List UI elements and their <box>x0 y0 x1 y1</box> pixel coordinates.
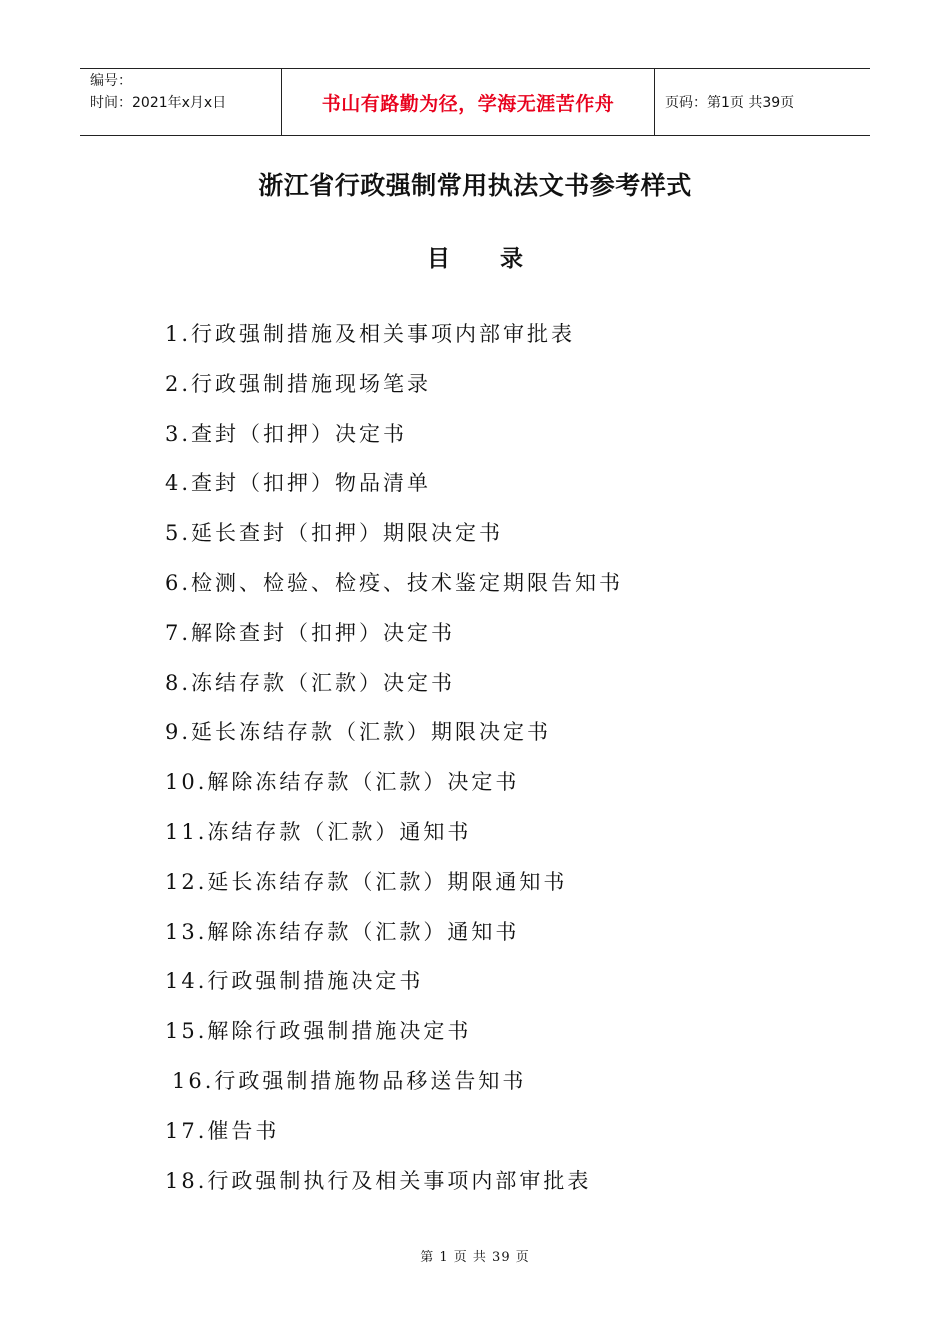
toc-item[interactable]: 13.解除冻结存款（汇款）通知书 <box>165 919 520 944</box>
page-header <box>80 68 870 136</box>
toc-item[interactable]: 7.解除查封（扣押）决定书 <box>165 620 456 645</box>
page-footer: 第 1 页 共 39 页 <box>420 1250 530 1265</box>
toc-item[interactable]: 10.解除冻结存款（汇款）决定书 <box>165 770 520 795</box>
table-of-contents <box>165 312 623 1208</box>
toc-heading <box>0 240 950 273</box>
document-title: 浙江省行政强制常用执法文书参考样式 <box>258 171 692 200</box>
header-page-cell <box>655 69 870 135</box>
toc-item[interactable]: 18.行政强制执行及相关事项内部审批表 <box>165 1168 592 1193</box>
toc-item[interactable]: 9.延长冻结存款（汇款）期限决定书 <box>165 720 552 745</box>
toc-item[interactable]: 16.行政强制措施物品移送告知书 <box>172 1068 527 1093</box>
toc-item[interactable]: 4.查封（扣押）物品清单 <box>165 471 432 496</box>
toc-item[interactable]: 12.延长冻结存款（汇款）期限通知书 <box>165 869 568 894</box>
number-label: 编号： <box>90 73 132 89</box>
toc-heading-char-1: 目 <box>427 246 450 272</box>
header-meta-cell <box>80 69 282 135</box>
toc-heading-char-2: 录 <box>500 246 523 272</box>
toc-item[interactable]: 14.行政强制措施决定书 <box>165 969 424 994</box>
motto-text: 书山有路勤为径，学海无涯苦作舟 <box>321 92 615 115</box>
header-motto-cell <box>282 69 655 135</box>
toc-item[interactable]: 1.行政强制措施及相关事项内部审批表 <box>165 322 576 346</box>
toc-item[interactable]: 6.检测、检验、检疫、技术鉴定期限告知书 <box>165 570 624 595</box>
toc-item[interactable]: 5.延长查封（扣押）期限决定书 <box>165 521 504 546</box>
toc-item[interactable]: 8.冻结存款（汇款）决定书 <box>165 670 456 695</box>
toc-item[interactable]: 2.行政强制措施现场笔录 <box>165 371 432 396</box>
toc-item[interactable]: 17.催告书 <box>165 1118 280 1143</box>
toc-item[interactable]: 15.解除行政强制措施决定书 <box>165 1019 472 1044</box>
page-info: 页码：第1页 共39页 <box>665 95 795 111</box>
toc-item[interactable]: 3.查封（扣押）决定书 <box>165 421 408 446</box>
time-label: 时间：2021年x月x日 <box>90 95 227 111</box>
toc-item[interactable]: 11.冻结存款（汇款）通知书 <box>165 819 472 844</box>
